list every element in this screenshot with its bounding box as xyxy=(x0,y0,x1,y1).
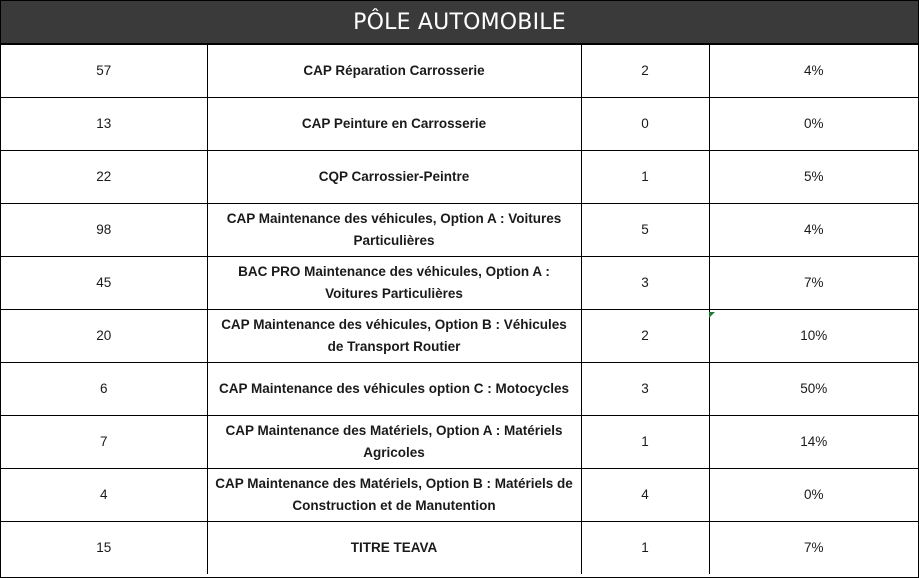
value-cell[interactable]: 2 xyxy=(581,310,709,363)
percent-cell[interactable]: 14% xyxy=(709,416,918,469)
table-row xyxy=(1,310,918,363)
table-row xyxy=(1,469,918,522)
percent-cell[interactable]: 50% xyxy=(709,363,918,416)
count-cell[interactable]: 20 xyxy=(1,310,207,363)
count-cell[interactable]: 7 xyxy=(1,416,207,469)
value-cell[interactable]: 1 xyxy=(581,151,709,204)
name-cell[interactable]: BAC PRO Maintenance des véhicules, Option A : Voitures Particulières xyxy=(207,257,581,310)
value-cell[interactable]: 5 xyxy=(581,204,709,257)
table-row xyxy=(1,363,918,416)
count-cell[interactable]: 45 xyxy=(1,257,207,310)
percent-cell[interactable]: 4% xyxy=(709,45,918,98)
table-row xyxy=(1,204,918,257)
value-cell[interactable]: 1 xyxy=(581,416,709,469)
count-cell[interactable]: 13 xyxy=(1,98,207,151)
name-cell[interactable]: CAP Maintenance des Matériels, Option B : Matériels de Construction et de Manutention xyxy=(207,469,581,522)
percent-cell[interactable]: 7% xyxy=(709,522,918,575)
table-row xyxy=(1,416,918,469)
count-cell[interactable]: 4 xyxy=(1,469,207,522)
percent-cell[interactable]: 0% xyxy=(709,469,918,522)
count-cell[interactable]: 22 xyxy=(1,151,207,204)
count-cell[interactable]: 15 xyxy=(1,522,207,575)
count-cell[interactable]: 98 xyxy=(1,204,207,257)
name-cell[interactable]: CQP Carrossier-Peintre xyxy=(207,151,581,204)
table-row xyxy=(1,522,918,575)
percent-cell[interactable]: 10% xyxy=(709,310,918,363)
value-cell[interactable]: 3 xyxy=(581,257,709,310)
name-cell[interactable]: CAP Peinture en Carrosserie xyxy=(207,98,581,151)
table-title: PÔLE AUTOMOBILE xyxy=(1,1,918,45)
name-cell[interactable]: CAP Maintenance des véhicules option C : Motocycles xyxy=(207,363,581,416)
table-row xyxy=(1,98,918,151)
count-cell[interactable]: 57 xyxy=(1,45,207,98)
table-row xyxy=(1,257,918,310)
value-cell[interactable]: 0 xyxy=(581,98,709,151)
data-grid xyxy=(1,45,918,574)
table-row xyxy=(1,45,918,98)
value-cell[interactable]: 4 xyxy=(581,469,709,522)
percent-cell[interactable]: 7% xyxy=(709,257,918,310)
table-row xyxy=(1,151,918,204)
name-cell[interactable]: CAP Maintenance des véhicules, Option A : Voitures Particulières xyxy=(207,204,581,257)
name-cell[interactable]: CAP Réparation Carrosserie xyxy=(207,45,581,98)
count-cell[interactable]: 6 xyxy=(1,363,207,416)
name-cell[interactable]: CAP Maintenance des Matériels, Option A : Matériels Agricoles xyxy=(207,416,581,469)
name-cell[interactable]: TITRE TEAVA xyxy=(207,522,581,575)
cell-comment-marker-icon xyxy=(709,312,715,318)
percent-cell[interactable]: 0% xyxy=(709,98,918,151)
name-cell[interactable]: CAP Maintenance des véhicules, Option B : Véhicules de Transport Routier xyxy=(207,310,581,363)
value-cell[interactable]: 3 xyxy=(581,363,709,416)
value-cell[interactable]: 2 xyxy=(581,45,709,98)
value-cell[interactable]: 1 xyxy=(581,522,709,575)
percent-cell[interactable]: 4% xyxy=(709,204,918,257)
percent-cell[interactable]: 5% xyxy=(709,151,918,204)
